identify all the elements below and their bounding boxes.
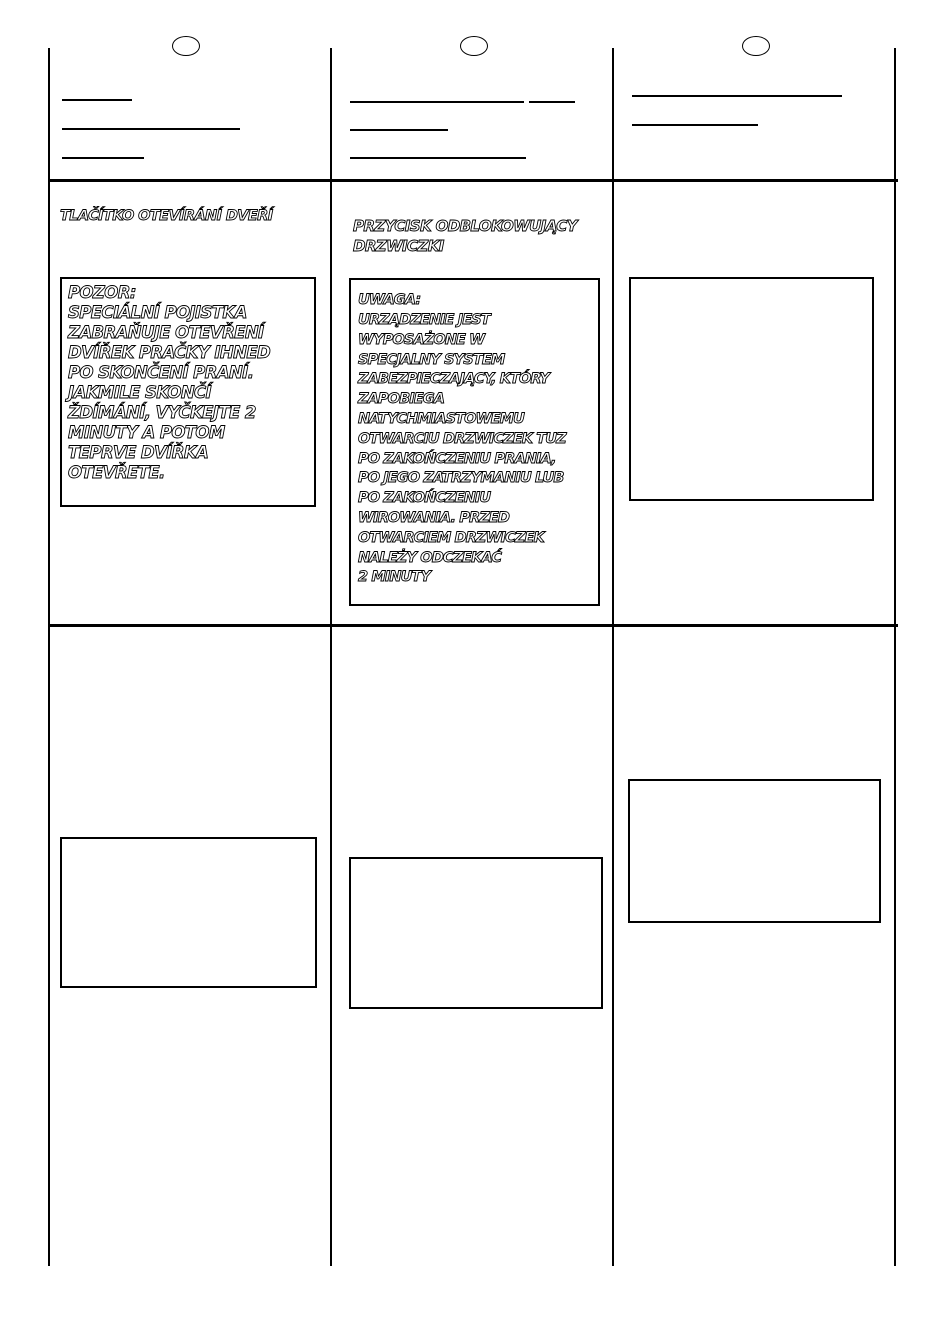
row-divider-top <box>48 179 898 182</box>
header-line <box>350 101 524 103</box>
column-divider-middle-2 <box>612 48 614 1266</box>
header-line <box>350 157 526 159</box>
header-line <box>632 124 758 126</box>
warning-title-cz: POZOR: <box>68 283 136 302</box>
header-line <box>62 99 132 101</box>
column-divider-right <box>894 48 896 1266</box>
warning-text-cz: SPECIÁLNÍ POJISTKA ZABRAŇUJE OTEVŘENÍ DVÍŘEK PRAČKY IHNED PO SKONČENÍ PRANÍ. JAKMILE SKONČÍ ŽDÍMÁNÍ, VYČKEJTE 2 MINUTY A POTOM TEPRVE DVÍŘKA OTEVŘETE. <box>68 303 271 482</box>
header-line <box>62 157 144 159</box>
language-marker-circle-2 <box>460 36 488 56</box>
note-box-col1 <box>60 837 317 988</box>
column-divider-left <box>48 48 50 1266</box>
header-line <box>62 128 240 130</box>
language-marker-circle-3 <box>742 36 770 56</box>
warning-box-col3 <box>629 277 874 501</box>
header-line <box>350 129 448 131</box>
header-line <box>632 95 842 97</box>
note-box-col3 <box>628 779 881 923</box>
warning-title-pl: UWAGA: <box>358 292 421 308</box>
note-box-col2 <box>349 857 603 1009</box>
header-line <box>529 101 575 103</box>
language-marker-circle-1 <box>172 36 200 56</box>
warning-text-pl: URZĄDZENIE JEST WYPOSAŻONE W SPECJALNY SYSTEM ZABEZPIECZAJĄCY, KTÓRY ZAPOBIEGA NATYCHMIASTOWEMU OTWARCIU DRZWICZEK TUZ PO ZAKOŃCZENIU PRANIA, PO JEGO ZATRZYMANIU LUB PO ZAKOŃCZENIU WIROWANIA. PRZED OTWARCIEM DRZWICZEK NALEŻY ODCZEKAĆ 2 MINUTY <box>358 312 566 586</box>
column-divider-middle-1 <box>330 48 332 1266</box>
row-divider-bottom <box>48 624 898 627</box>
door-button-heading-cz: TLAČÍTKO OTEVÍRÁNÍ DVEŘÍ <box>60 208 273 224</box>
door-button-heading-pl: PRZYCISK ODBLOKOWUJĄCY DRZWICZKI <box>353 217 577 255</box>
